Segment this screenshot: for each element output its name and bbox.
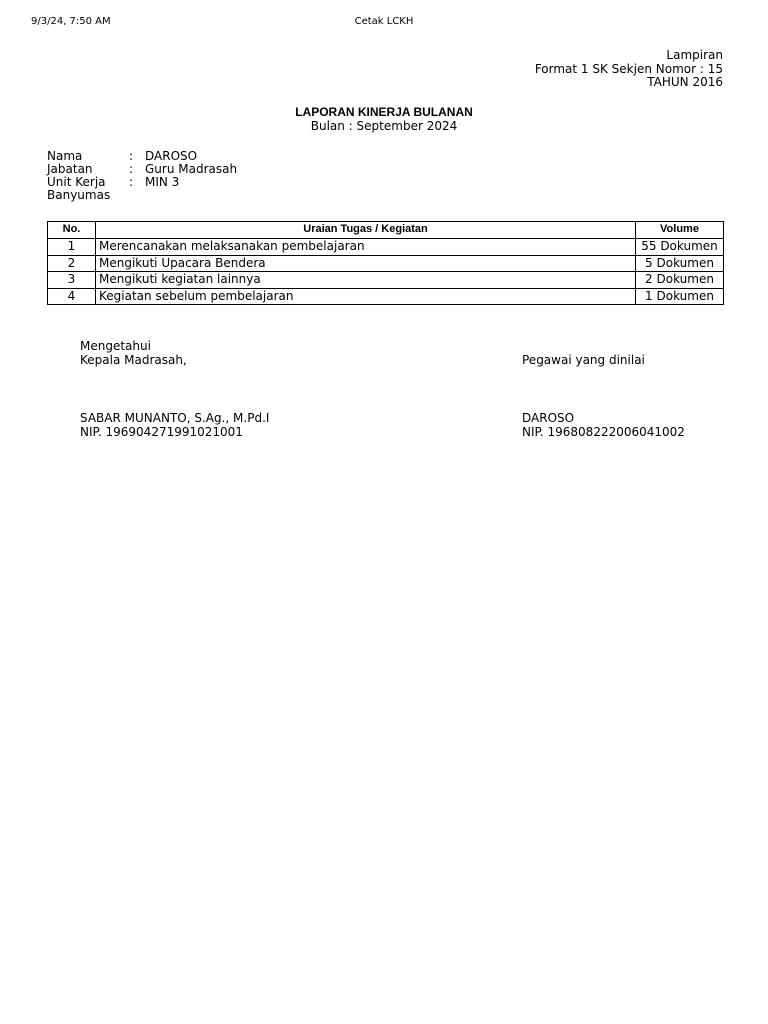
identity-value: MIN 3 bbox=[145, 175, 180, 189]
signature-space bbox=[80, 367, 269, 412]
identity-row-banyumas bbox=[47, 189, 237, 202]
identity-label: Nama bbox=[47, 149, 83, 163]
identity-block bbox=[47, 150, 237, 202]
signature-name: SABAR MUNANTO, S.Ag., M.Pd.I bbox=[80, 411, 270, 425]
table-row bbox=[48, 272, 724, 289]
cell-task: Mengikuti Upacara Bendera bbox=[96, 255, 636, 272]
cell-no: 1 bbox=[48, 239, 96, 256]
identity-colon: : bbox=[129, 149, 134, 163]
tasks-table bbox=[47, 221, 724, 305]
cell-task: Kegiatan sebelum pembelajaran bbox=[96, 288, 636, 305]
header-volume: Volume bbox=[636, 222, 724, 239]
signature-acknowledge: Mengetahui bbox=[80, 339, 151, 353]
table-row bbox=[48, 288, 724, 305]
identity-label: Jabatan bbox=[47, 162, 93, 176]
signature-nip: NIP. 196808222006041002 bbox=[522, 424, 685, 439]
signature-acknowledge bbox=[522, 340, 685, 354]
table-header-row bbox=[48, 222, 724, 239]
lampiran-format: Format 1 SK Sekjen Nomor : 15 bbox=[534, 61, 723, 76]
identity-colon: : bbox=[129, 175, 134, 189]
table-row bbox=[48, 255, 724, 272]
signature-supervisor bbox=[80, 340, 269, 439]
header-no: No. bbox=[48, 222, 96, 239]
signature-role: Kepala Madrasah, bbox=[80, 352, 187, 367]
print-header bbox=[0, 16, 768, 30]
print-datetime: 9/3/24, 7:50 AM bbox=[31, 16, 111, 27]
report-period: Bulan : September 2024 bbox=[310, 118, 458, 133]
print-title: Cetak LCKH bbox=[354, 16, 414, 27]
signature-role: Pegawai yang dinilai bbox=[522, 352, 645, 367]
lampiran-block bbox=[535, 49, 723, 90]
identity-label: Banyumas bbox=[47, 188, 111, 202]
cell-volume: 1 Dokumen bbox=[636, 288, 724, 305]
header-task: Uraian Tugas / Kegiatan bbox=[96, 222, 636, 239]
signature-employee bbox=[522, 340, 685, 439]
signature-space bbox=[522, 367, 685, 412]
cell-volume: 5 Dokumen bbox=[636, 255, 724, 272]
identity-value: Guru Madrasah bbox=[145, 162, 238, 176]
table-row bbox=[48, 239, 724, 256]
cell-task: Mengikuti kegiatan lainnya bbox=[96, 272, 636, 289]
identity-label: Unit Kerja bbox=[47, 175, 106, 189]
cell-volume: 55 Dokumen bbox=[636, 239, 724, 256]
cell-no: 2 bbox=[48, 255, 96, 272]
lampiran-year: TAHUN 2016 bbox=[647, 75, 723, 89]
cell-task: Merencanakan melaksanakan pembelajaran bbox=[96, 239, 636, 256]
report-title: LAPORAN KINERJA BULANAN bbox=[295, 105, 473, 119]
identity-colon: : bbox=[129, 162, 134, 176]
signature-name: DAROSO bbox=[522, 411, 575, 425]
identity-value: DAROSO bbox=[145, 149, 198, 163]
cell-no: 4 bbox=[48, 288, 96, 305]
identity-colon bbox=[129, 189, 145, 202]
cell-volume: 2 Dokumen bbox=[636, 272, 724, 289]
signature-nip: NIP. 196904271991021001 bbox=[80, 424, 243, 439]
report-heading bbox=[0, 106, 768, 133]
cell-no: 3 bbox=[48, 272, 96, 289]
lampiran-label: Lampiran bbox=[666, 48, 723, 62]
